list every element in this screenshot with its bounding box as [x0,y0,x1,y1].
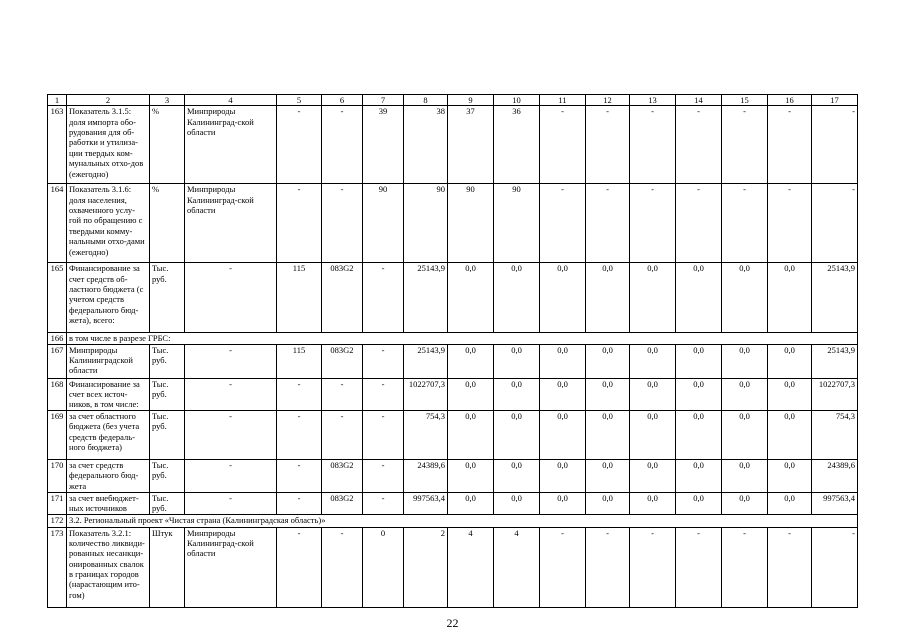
indicator-name-cell: Показатель 3.1.5: доля импорта обо-рудования для об-работки и утилиза-ции твердых ком-мунальных отхо-дов (ежегодно) [67,106,150,184]
value-cell: 0,0 [676,459,722,492]
responsible-cell: Минприроды Калининград-ской области [185,106,277,184]
table-row [48,106,858,184]
value-cell: - [630,106,676,184]
table-body [48,95,858,608]
table-row [48,184,858,263]
value-cell: - [768,184,812,263]
page-number: 22 [446,616,459,630]
unit-cell: Тыс. руб. [150,263,185,333]
table-row [48,344,858,378]
value-cell: 0,0 [494,344,540,378]
header-row [48,95,858,106]
value-cell: - [586,106,630,184]
unit-cell: Штук [150,527,185,607]
responsible-cell: - [185,378,277,410]
value-cell: 90 [494,184,540,263]
value-cell: 0,0 [540,459,586,492]
value-cell: - [277,459,322,492]
value-cell: 0,0 [448,410,494,459]
value-cell: 0,0 [768,492,812,514]
header-cell: 11 [540,95,586,106]
value-cell: 0 [363,527,404,607]
value-cell: 36 [494,106,540,184]
value-cell: 0,0 [768,410,812,459]
indicator-name-cell: за счет областного бюджета (без учета средств федераль-ного бюджета) [67,410,150,459]
value-cell: 0,0 [586,459,630,492]
table-row [48,527,858,607]
unit-cell: Тыс. руб. [150,459,185,492]
value-cell: 0,0 [494,492,540,514]
value-cell: 2 [404,527,448,607]
value-cell: 0,0 [722,344,768,378]
row-number-cell: 168 [48,378,67,410]
value-cell: 0,0 [630,410,676,459]
row-number-cell: 170 [48,459,67,492]
table-row [48,514,858,527]
value-cell: 0,0 [630,378,676,410]
responsible-cell: Минприроды Калининград-ской области [185,184,277,263]
value-cell: 0,0 [494,263,540,333]
unit-cell: Тыс. руб. [150,410,185,459]
indicator-name-cell: Финансирование за счет всех источ-ников, в том числе: [67,378,150,410]
value-cell: 0,0 [586,344,630,378]
row-number-cell: 165 [48,263,67,333]
row-number-cell: 164 [48,184,67,263]
unit-cell: Тыс. руб. [150,344,185,378]
value-cell: 115 [277,344,322,378]
value-cell: - [277,492,322,514]
value-cell: - [676,527,722,607]
value-cell: - [363,492,404,514]
value-cell: 0,0 [494,378,540,410]
value-cell: - [322,106,363,184]
value-cell: - [540,106,586,184]
value-cell: - [722,106,768,184]
value-cell: 754,3 [812,410,858,459]
row-number-cell: 169 [48,410,67,459]
table-row [48,410,858,459]
value-cell: 0,0 [448,378,494,410]
header-cell: 9 [448,95,494,106]
value-cell: 0,0 [586,410,630,459]
value-cell: - [363,378,404,410]
value-cell: 083G2 [322,344,363,378]
value-cell: 083G2 [322,459,363,492]
table-row [48,459,858,492]
row-number-cell: 163 [48,106,67,184]
section-cell: в том числе в разрезе ГРБС: [67,333,858,344]
value-cell: 0,0 [586,492,630,514]
unit-cell: % [150,184,185,263]
value-cell: 90 [363,184,404,263]
value-cell: - [540,527,586,607]
row-number-cell: 172 [48,514,67,527]
value-cell: 0,0 [630,263,676,333]
value-cell: 0,0 [540,492,586,514]
value-cell: - [722,184,768,263]
value-cell: - [812,527,858,607]
responsible-cell: - [185,492,277,514]
indicator-name-cell: Показатель 3.1.6: доля населения, охваченного услу-гой по обращению с твердыми комму-нальными отхо-дами (ежегодно) [67,184,150,263]
responsible-cell: - [185,459,277,492]
table-row [48,378,858,410]
value-cell: 39 [363,106,404,184]
row-number-cell: 173 [48,527,67,607]
value-cell: - [363,263,404,333]
header-cell: 2 [67,95,150,106]
indicator-name-cell: Показатель 3.2.1: количество ликвиди-рованных несанкци-онированных свалок в границах городов (нарастающим ито-гом) [67,527,150,607]
table-row [48,263,858,333]
unit-cell: Тыс. руб. [150,378,185,410]
value-cell: - [586,184,630,263]
indicator-name-cell: за счет средств федерального бюд-жета [67,459,150,492]
responsible-cell: - [185,344,277,378]
value-cell: 0,0 [494,410,540,459]
value-cell: - [812,106,858,184]
value-cell: - [586,527,630,607]
value-cell: - [722,527,768,607]
value-cell: 4 [448,527,494,607]
value-cell: 0,0 [676,263,722,333]
value-cell: - [768,106,812,184]
value-cell: 24389,6 [404,459,448,492]
indicators-table [47,94,858,608]
header-cell: 10 [494,95,540,106]
value-cell: 90 [448,184,494,263]
header-cell: 17 [812,95,858,106]
value-cell: 25143,9 [812,263,858,333]
responsible-cell: - [185,410,277,459]
value-cell: - [768,527,812,607]
indicator-name-cell: Минприроды Калининградской области [67,344,150,378]
header-cell: 7 [363,95,404,106]
value-cell: 0,0 [722,492,768,514]
header-cell: 3 [150,95,185,106]
indicator-name-cell: Финансирование за счет средств об-ластного бюджета (с учетом средств федерального бюд-жета), всего: [67,263,150,333]
value-cell: - [322,378,363,410]
value-cell: 0,0 [722,263,768,333]
header-cell: 12 [586,95,630,106]
value-cell: 0,0 [722,378,768,410]
value-cell: 0,0 [494,459,540,492]
header-cell: 16 [768,95,812,106]
row-number-cell: 166 [48,333,67,344]
value-cell: 0,0 [722,459,768,492]
value-cell: 0,0 [630,492,676,514]
value-cell: 0,0 [676,492,722,514]
value-cell: - [363,459,404,492]
value-cell: 0,0 [676,344,722,378]
value-cell: 0,0 [448,344,494,378]
header-cell: 15 [722,95,768,106]
value-cell: 0,0 [540,344,586,378]
value-cell: 25143,9 [404,344,448,378]
value-cell: - [630,527,676,607]
row-number-cell: 167 [48,344,67,378]
responsible-cell: Минприроды Калининград-ской области [185,527,277,607]
header-cell: 5 [277,95,322,106]
value-cell: 0,0 [676,378,722,410]
header-cell: 1 [48,95,67,106]
value-cell: - [676,184,722,263]
value-cell: - [363,344,404,378]
value-cell: 0,0 [586,378,630,410]
value-cell: 0,0 [768,344,812,378]
value-cell: 25143,9 [404,263,448,333]
value-cell: 1022707,3 [404,378,448,410]
value-cell: - [277,410,322,459]
value-cell: - [322,410,363,459]
value-cell: 90 [404,184,448,263]
header-cell: 13 [630,95,676,106]
value-cell: 4 [494,527,540,607]
header-cell: 6 [322,95,363,106]
value-cell: 1022707,3 [812,378,858,410]
value-cell: - [363,410,404,459]
value-cell: - [322,184,363,263]
value-cell: 083G2 [322,263,363,333]
value-cell: 754,3 [404,410,448,459]
value-cell: - [277,106,322,184]
value-cell: 0,0 [630,459,676,492]
value-cell: - [277,184,322,263]
value-cell: 997563,4 [404,492,448,514]
value-cell: - [676,106,722,184]
value-cell: 0,0 [768,459,812,492]
value-cell: 0,0 [768,378,812,410]
value-cell: 0,0 [722,410,768,459]
value-cell: 0,0 [540,378,586,410]
header-cell: 4 [185,95,277,106]
responsible-cell: - [185,263,277,333]
header-cell: 14 [676,95,722,106]
value-cell: 0,0 [676,410,722,459]
value-cell: 0,0 [448,263,494,333]
value-cell: - [812,184,858,263]
value-cell: 25143,9 [812,344,858,378]
value-cell: 997563,4 [812,492,858,514]
value-cell: 0,0 [448,459,494,492]
table-row [48,333,858,344]
value-cell: - [277,527,322,607]
table-row [48,492,858,514]
value-cell: 083G2 [322,492,363,514]
value-cell: - [322,527,363,607]
value-cell: 0,0 [586,263,630,333]
section-cell: 3.2. Региональный проект «Чистая страна (Калининградская область)» [67,514,858,527]
value-cell: 37 [448,106,494,184]
value-cell: - [630,184,676,263]
unit-cell: Тыс. руб. [150,492,185,514]
value-cell: 24389,6 [812,459,858,492]
value-cell: 0,0 [448,492,494,514]
value-cell: 0,0 [630,344,676,378]
header-cell: 8 [404,95,448,106]
unit-cell: % [150,106,185,184]
value-cell: 0,0 [540,263,586,333]
value-cell: 115 [277,263,322,333]
value-cell: 0,0 [540,410,586,459]
value-cell: - [540,184,586,263]
value-cell: - [277,378,322,410]
value-cell: 38 [404,106,448,184]
indicator-name-cell: за счет внебюджет-ных источников [67,492,150,514]
row-number-cell: 171 [48,492,67,514]
value-cell: 0,0 [768,263,812,333]
